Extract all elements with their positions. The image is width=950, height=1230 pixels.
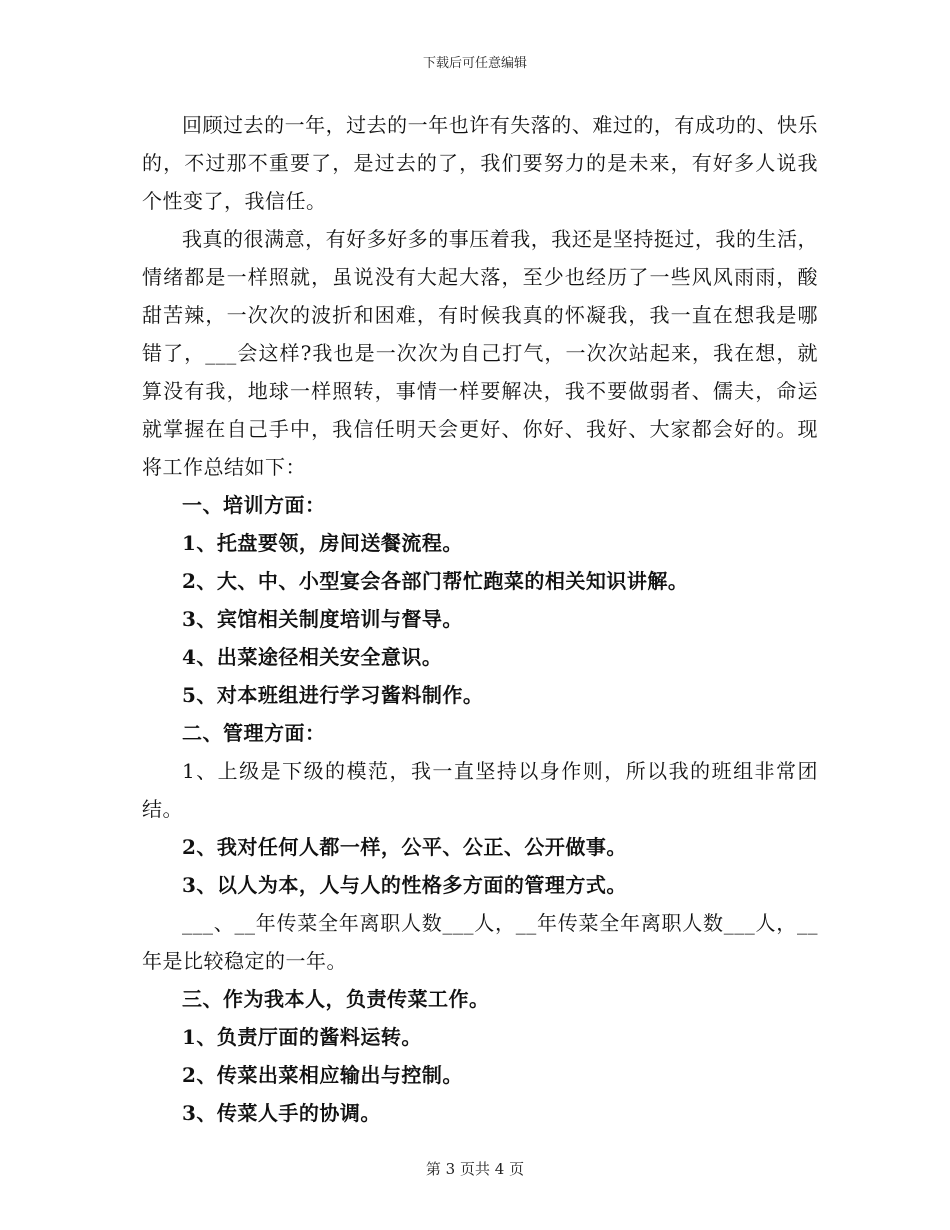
training-item-2: 2、大、中、小型宴会各部门帮忙跑菜的相关知识讲解。 <box>182 569 689 593</box>
training-item-5: 5、对本班组进行学习酱料制作。 <box>182 683 484 707</box>
responsibility-item-1: 1、负责厅面的酱料运转。 <box>182 1025 422 1049</box>
management-item-3: 3、以人为本，人与人的性格多方面的管理方式。 <box>182 873 627 897</box>
section-heading-management: 二、管理方面： <box>182 721 326 745</box>
management-item-2: 2、我对任何人都一样，公平、公正、公开做事。 <box>182 835 627 859</box>
management-item-1: 1、上级是下级的模范，我一直坚持以身作则，所以我的班组非常团结。 <box>142 759 818 821</box>
paragraph-satisfaction: 我真的很满意，有好多好多的事压着我，我还是坚持挺过，我的生活，情绪都是一样照就，虽说没有大起大落，至少也经历了一些风风雨雨，酸甜苦辣，一次次的波折和困难，有时候我真的怀凝我，我一直在想我是哪错了，___会这样?我也是一次次为自己打气，一次次站起来，我在想，就算没有我，地球一样照转，事情一样要解决，我不要做弱者、儒夫，命运就掌握在自己手中，我信任明天会更好、你好、我好、大家都会好的。现将工作总结如下： <box>142 227 818 479</box>
section-heading-training: 一、培训方面： <box>182 493 326 517</box>
page-header: 下载后可任意编辑 <box>422 56 527 71</box>
training-item-1: 1、托盘要领，房间送餐流程。 <box>182 531 463 555</box>
turnover-paragraph: ___、__年传菜全年离职人数___人，__年传菜全年离职人数___人，__年是比较稳定的一年。 <box>142 911 818 973</box>
section-heading-responsibility: 三、作为我本人，负责传菜工作。 <box>182 987 490 1011</box>
responsibility-item-2: 2、传菜出菜相应输出与控制。 <box>182 1063 463 1087</box>
responsibility-item-3: 3、传菜人手的协调。 <box>182 1101 381 1125</box>
training-item-4: 4、出菜途径相关安全意识。 <box>182 645 443 669</box>
document-body <box>142 106 818 1132</box>
page-footer: 第 3 页共 4 页 <box>425 1160 525 1178</box>
training-item-3: 3、宾馆相关制度培训与督导。 <box>182 607 463 631</box>
paragraph-review: 回顾过去的一年，过去的一年也许有失落的、难过的，有成功的、快乐的，不过那不重要了，是过去的了，我们要努力的是未来，有好多人说我个性变了，我信任。 <box>142 113 818 213</box>
